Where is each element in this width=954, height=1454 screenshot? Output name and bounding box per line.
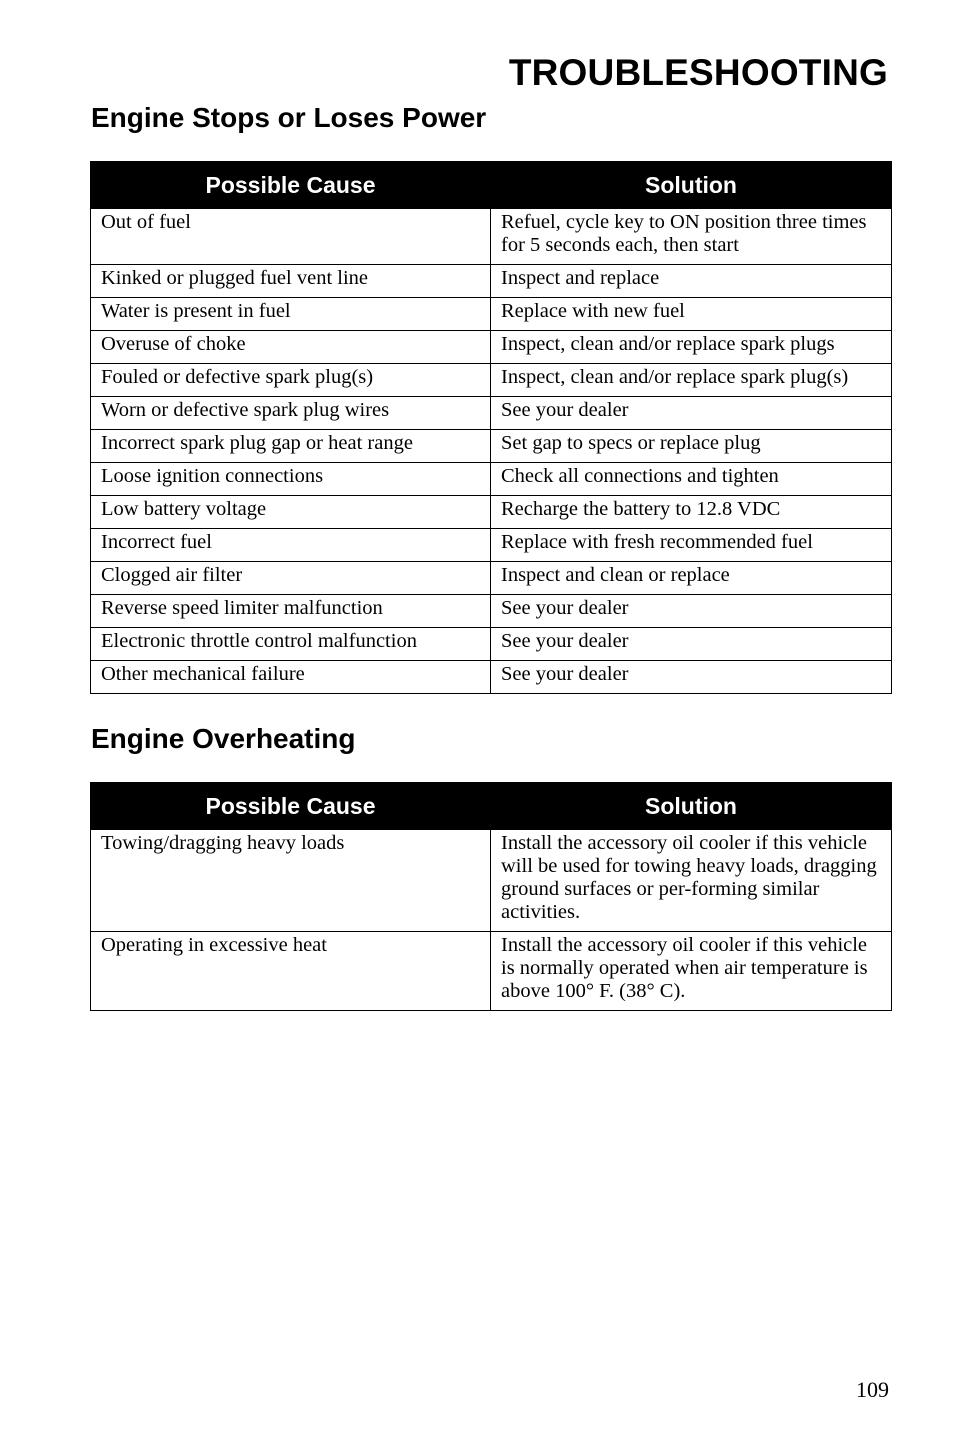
table-row [91,397,892,430]
table-row [91,298,892,331]
table-header-row [91,162,892,209]
table-row [91,463,892,496]
solution-cell: Inspect, clean and/or replace spark plugs [491,331,892,364]
table-row [91,529,892,562]
cause-cell: Water is present in fuel [91,298,491,331]
table-row [91,364,892,397]
cause-cell: Clogged air filter [91,562,491,595]
table-row [91,830,892,932]
section-heading-engine-overheating: Engine Overheating [91,723,356,754]
solution-cell: Inspect and clean or replace [491,562,892,595]
column-header-solution: Solution [491,783,892,830]
page-number: 109 [856,1377,889,1402]
solution-cell: Check all connections and tighten [491,463,892,496]
troubleshooting-table-engine-stops [90,161,892,694]
solution-cell: Replace with fresh recommended fuel [491,529,892,562]
column-header-cause: Possible Cause [91,162,491,209]
cause-cell: Reverse speed limiter malfunction [91,595,491,628]
cause-cell: Low battery voltage [91,496,491,529]
solution-cell: Replace with new fuel [491,298,892,331]
table-row [91,265,892,298]
cause-cell: Worn or defective spark plug wires [91,397,491,430]
solution-cell: See your dealer [491,661,892,694]
cause-cell: Towing/dragging heavy loads [91,830,491,932]
solution-cell: Install the accessory oil cooler if this vehicle will be used for towing heavy loads, dragging ground surfaces or per-forming similar activities. [491,830,892,932]
solution-cell: Install the accessory oil cooler if this vehicle is normally operated when air temperature is above 100° F. (38° C). [491,932,892,1011]
solution-cell: Inspect, clean and/or replace spark plug(s) [491,364,892,397]
section-heading-engine-stops: Engine Stops or Loses Power [91,102,487,133]
cause-cell: Incorrect spark plug gap or heat range [91,430,491,463]
column-header-cause: Possible Cause [91,783,491,830]
page-title: TROUBLESHOOTING [508,52,888,93]
column-header-solution: Solution [491,162,892,209]
solution-cell: Recharge the battery to 12.8 VDC [491,496,892,529]
cause-cell: Overuse of choke [91,331,491,364]
solution-cell: Set gap to specs or replace plug [491,430,892,463]
solution-cell: See your dealer [491,595,892,628]
cause-cell: Kinked or plugged fuel vent line [91,265,491,298]
table-row [91,331,892,364]
cause-cell: Out of fuel [91,209,491,265]
cause-cell: Loose ignition connections [91,463,491,496]
solution-cell: Refuel, cycle key to ON position three times for 5 seconds each, then start [491,209,892,265]
table-row [91,932,892,1011]
troubleshooting-table-engine-overheating [90,782,892,1011]
cause-cell: Incorrect fuel [91,529,491,562]
table-row [91,209,892,265]
table-row [91,595,892,628]
cause-cell: Fouled or defective spark plug(s) [91,364,491,397]
cause-cell: Other mechanical failure [91,661,491,694]
solution-cell: See your dealer [491,628,892,661]
solution-cell: Inspect and replace [491,265,892,298]
table-row [91,562,892,595]
table-row [91,496,892,529]
table-header-row [91,783,892,830]
cause-cell: Electronic throttle control malfunction [91,628,491,661]
table-row [91,661,892,694]
solution-cell: See your dealer [491,397,892,430]
cause-cell: Operating in excessive heat [91,932,491,1011]
table-row [91,430,892,463]
table-row [91,628,892,661]
